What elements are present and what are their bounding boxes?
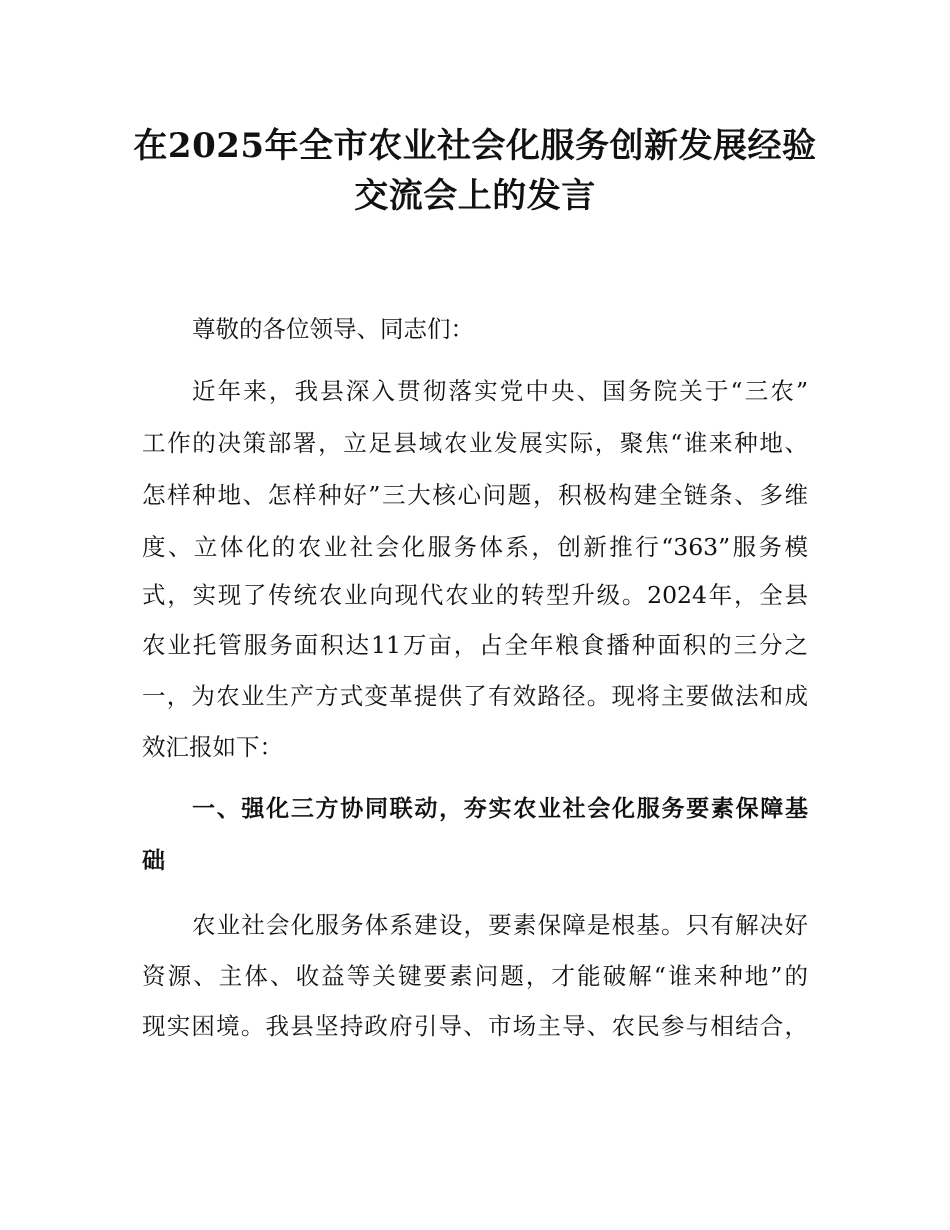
paragraph-1-line-4: 度、立体化的农业社会化服务体系，创新推行“363”服务模 <box>142 533 808 561</box>
paragraph-2-line-3: 现实困境。我县坚持政府引导、市场主导、农民参与相结合， <box>142 1012 808 1040</box>
document-title-line-2: 交流会上的发言 <box>354 176 596 216</box>
paragraph-1-line-8: 效汇报如下： <box>142 733 283 761</box>
paragraph-1-line-1: 近年来，我县深入贯彻落实党中央、国务院关于“三农” <box>192 377 808 405</box>
paragraph-1-line-6: 农业托管服务面积达11万亩，占全年粮食播种面积的三分之 <box>142 631 808 659</box>
document-title-line-1: 在2025年全市农业社会化服务创新发展经验 <box>133 126 817 166</box>
section-heading-line-2: 础 <box>142 848 165 874</box>
paragraph-1-line-2: 工作的决策部署，立足县域农业发展实际，聚焦“谁来种地、 <box>142 429 808 457</box>
paragraph-2-line-2: 资源、主体、收益等关键要素问题，才能破解“谁来种地”的 <box>142 962 808 990</box>
paragraph-1-line-5: 式，实现了传统农业向现代农业的转型升级。2024年，全县 <box>142 581 808 609</box>
salutation: 尊敬的各位领导、同志们： <box>192 315 474 343</box>
paragraph-1-line-3: 怎样种地、怎样种好”三大核心问题，积极构建全链条、多维 <box>142 481 808 509</box>
section-heading-line-1: 一、强化三方协同联动，夯实农业社会化服务要素保障基 <box>192 796 808 822</box>
paragraph-1-line-7: 一，为农业生产方式变革提供了有效路径。现将主要做法和成 <box>142 682 808 710</box>
paragraph-2-line-1: 农业社会化服务体系建设，要素保障是根基。只有解决好 <box>192 911 808 939</box>
